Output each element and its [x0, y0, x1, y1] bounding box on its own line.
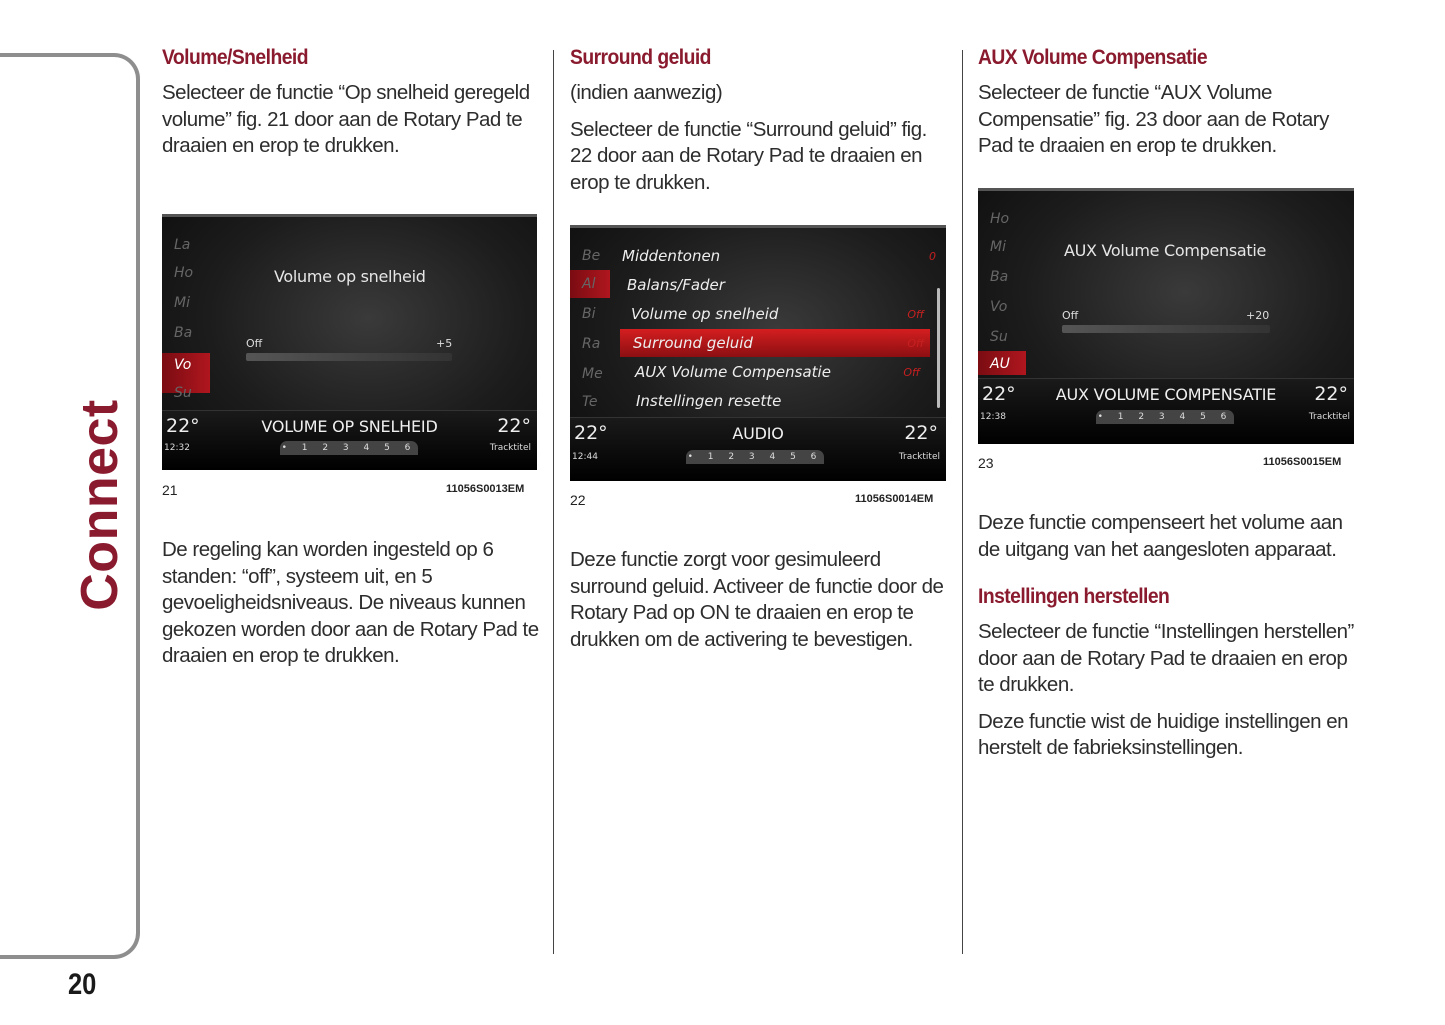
side-menu-item: Su	[990, 329, 1008, 345]
figure-number: 23	[978, 455, 994, 471]
mode-label: AUX VOLUME COMPENSATIE	[1055, 385, 1277, 404]
figure-code: 11056S0014EM	[855, 493, 934, 505]
figure-21-screen	[162, 214, 537, 470]
menu-item[interactable]: Middentonen	[622, 247, 721, 265]
volume-slider	[1062, 325, 1270, 333]
scale-min-label: Off	[1062, 309, 1079, 322]
side-menu-item: Ho	[174, 265, 194, 281]
paragraph: De regeling kan worden ingesteld op 6 standen: “off”, systeem uit, en 5 gevoeligheidsniveaus. De niveaus kunnen gekozen worden door aan de Rotary Pad te draaien en erop te drukken.	[162, 538, 539, 667]
volume-slider	[246, 353, 452, 361]
scrollbar[interactable]	[937, 288, 940, 408]
track-title: Tracktitel	[489, 443, 531, 453]
side-menu-item: Te	[582, 394, 598, 410]
temp-left: 22°	[982, 383, 1016, 405]
side-menu-item: Ho	[990, 211, 1010, 227]
menu-item[interactable]: Volume op snelheid	[631, 305, 779, 323]
figure-22-screen	[570, 225, 946, 481]
side-menu-item: Mi	[990, 239, 1006, 255]
screen-title: Volume op snelheid	[274, 267, 426, 286]
temp-right: 22°	[1314, 383, 1348, 405]
side-menu-item: Ba	[990, 269, 1009, 285]
track-title: Tracktitel	[1308, 412, 1350, 422]
preset-bar: • 1 2 3 4 5 6	[1097, 412, 1233, 422]
paragraph: Deze functie wist de huidige instellingen en herstelt de fabrieksinstellingen.	[978, 709, 1349, 759]
column-aux-volume	[978, 46, 1358, 170]
side-menu-item: Mi	[174, 295, 190, 311]
page-number: 20	[68, 968, 97, 1001]
mode-label: AUDIO	[732, 424, 784, 443]
section-heading: Instellingen herstellen	[978, 585, 1170, 608]
column-surround-geluid	[570, 46, 950, 206]
temp-left: 22°	[574, 422, 608, 444]
paragraph: Selecteer de functie “Surround geluid” fig. 22 door aan de Rotary Pad te draaien en erop te drukken.	[570, 117, 927, 194]
paragraph: Deze functie zorgt voor gesimuleerd surround geluid. Activeer de functie door de Rotary Pad op ON te draaien en erop te drukken om de activering te bevestigen.	[570, 548, 944, 651]
status-bar	[162, 410, 537, 470]
status-bar	[978, 378, 1354, 444]
menu-value: Off	[907, 337, 924, 350]
scale-min-label: Off	[246, 337, 263, 350]
column-surround-geluid-after	[570, 547, 950, 663]
figure-code: 11056S0013EM	[446, 483, 525, 495]
figure-code: 11056S0015EM	[1263, 456, 1342, 468]
side-menu-item: Me	[582, 366, 603, 382]
paragraph: Selecteer de functie “Op snelheid geregeld volume” fig. 21 door aan de Rotary Pad te draaien en erop te drukken.	[162, 81, 530, 157]
column-volume-snelheid	[162, 46, 542, 170]
track-title: Tracktitel	[898, 452, 940, 462]
scale-max-label: +20	[1246, 309, 1270, 322]
menu-value: Off	[907, 308, 924, 321]
menu-item[interactable]: AUX Volume Compensatie	[635, 363, 831, 381]
preset-bar: • 1 2 3 4 5 6	[687, 452, 823, 462]
side-menu-item: Ba	[174, 325, 193, 341]
section-heading: Surround geluid	[570, 46, 711, 69]
section-heading: AUX Volume Compensatie	[978, 46, 1208, 69]
column-volume-snelheid-after	[162, 537, 542, 680]
paragraph: Selecteer de functie “AUX Volume Compensatie” fig. 23 door aan de Rotary Pad te draaien en erop te drukken.	[978, 81, 1329, 157]
menu-item[interactable]: Instellingen resette	[636, 392, 782, 410]
mode-label: VOLUME OP SNELHEID	[261, 417, 438, 436]
menu-item[interactable]: Balans/Fader	[627, 276, 725, 294]
figure-number: 22	[570, 492, 586, 508]
temp-left: 22°	[166, 415, 200, 437]
side-menu-item: Bi	[582, 306, 596, 322]
side-menu-item: Vo	[990, 299, 1008, 315]
column-aux-volume-after	[978, 510, 1358, 772]
column-divider	[553, 50, 554, 954]
paragraph: (indien aanwezig)	[570, 81, 723, 104]
menu-value: Off	[903, 366, 920, 379]
side-menu-item: Be	[582, 248, 601, 264]
clock: 12:38	[980, 412, 1006, 422]
paragraph: Deze functie compenseert het volume aan de uitgang van het aangesloten apparaat.	[978, 511, 1343, 561]
side-menu-item: AU	[990, 356, 1010, 372]
side-menu-item: Ra	[582, 336, 601, 352]
scale-max-label: +5	[436, 337, 453, 350]
status-bar	[570, 417, 946, 481]
figure-23-screen	[978, 188, 1354, 444]
temp-right: 22°	[497, 415, 531, 437]
chapter-label: Connect	[71, 399, 129, 611]
side-menu-item: Vo	[174, 357, 192, 373]
clock: 12:44	[572, 452, 598, 462]
side-menu-item: Su	[174, 385, 192, 401]
menu-item[interactable]: Surround geluid	[633, 334, 753, 352]
temp-right: 22°	[904, 422, 938, 444]
side-menu-item: Al	[582, 276, 596, 292]
figure-number: 21	[162, 482, 178, 498]
section-heading: Volume/Snelheid	[162, 46, 308, 69]
column-divider	[962, 50, 963, 954]
menu-value: 0	[929, 250, 936, 263]
preset-bar: • 1 2 3 4 5 6	[281, 443, 417, 453]
screen-title: AUX Volume Compensatie	[1064, 241, 1267, 260]
side-menu-item: La	[174, 237, 191, 253]
clock: 12:32	[164, 443, 190, 453]
paragraph: Selecteer de functie “Instellingen herstellen” door aan de Rotary Pad te draaien en erop te drukken.	[978, 620, 1354, 696]
